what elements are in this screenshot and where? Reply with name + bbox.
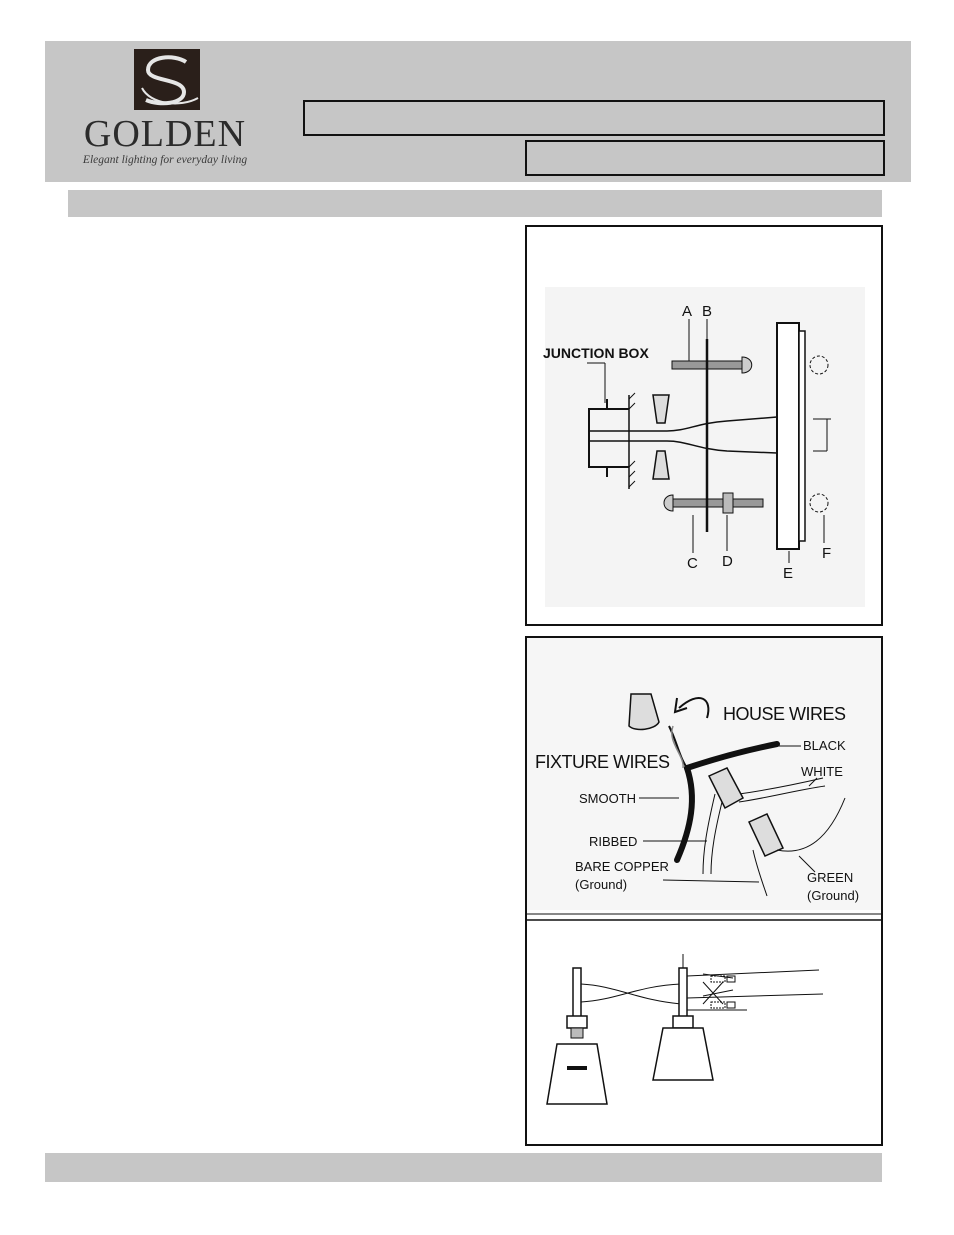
s-monogram-icon: [80, 48, 250, 112]
brand-name: GOLDEN: [83, 113, 247, 155]
label-e: E: [783, 565, 794, 582]
label-a: A: [682, 303, 693, 320]
label-c: C: [687, 555, 698, 572]
brand-tagline: Elegant lighting for everyday living: [82, 154, 248, 166]
label-green-note: (Ground): [807, 888, 860, 903]
label-f: F: [822, 545, 832, 562]
label-b: B: [702, 303, 713, 320]
label-white: WHITE: [801, 764, 843, 779]
brand-logo: [80, 48, 250, 176]
label-black: BLACK: [803, 738, 846, 753]
wiring-diagram: [527, 638, 881, 1144]
label-fixture-wires: FIXTURE WIRES: [535, 752, 670, 772]
title-box: [303, 100, 885, 136]
label-d: D: [722, 553, 733, 570]
label-junction-box: JUNCTION BOX: [543, 345, 649, 361]
subtitle-box: [525, 140, 885, 176]
label-house-wires: HOUSE WIRES: [723, 704, 846, 724]
footer-bar: [45, 1153, 882, 1182]
label-bare-copper-note: (Ground): [575, 877, 628, 892]
label-smooth: SMOOTH: [579, 791, 637, 806]
label-ribbed: RIBBED: [589, 834, 638, 849]
wiring-diagram-panel: [525, 636, 883, 1146]
section-heading-bar: [68, 190, 882, 217]
mounting-diagram-panel: [525, 225, 883, 626]
mounting-diagram: [527, 227, 881, 624]
label-bare-copper: BARE COPPER: [575, 859, 669, 874]
label-green: GREEN: [807, 870, 854, 885]
